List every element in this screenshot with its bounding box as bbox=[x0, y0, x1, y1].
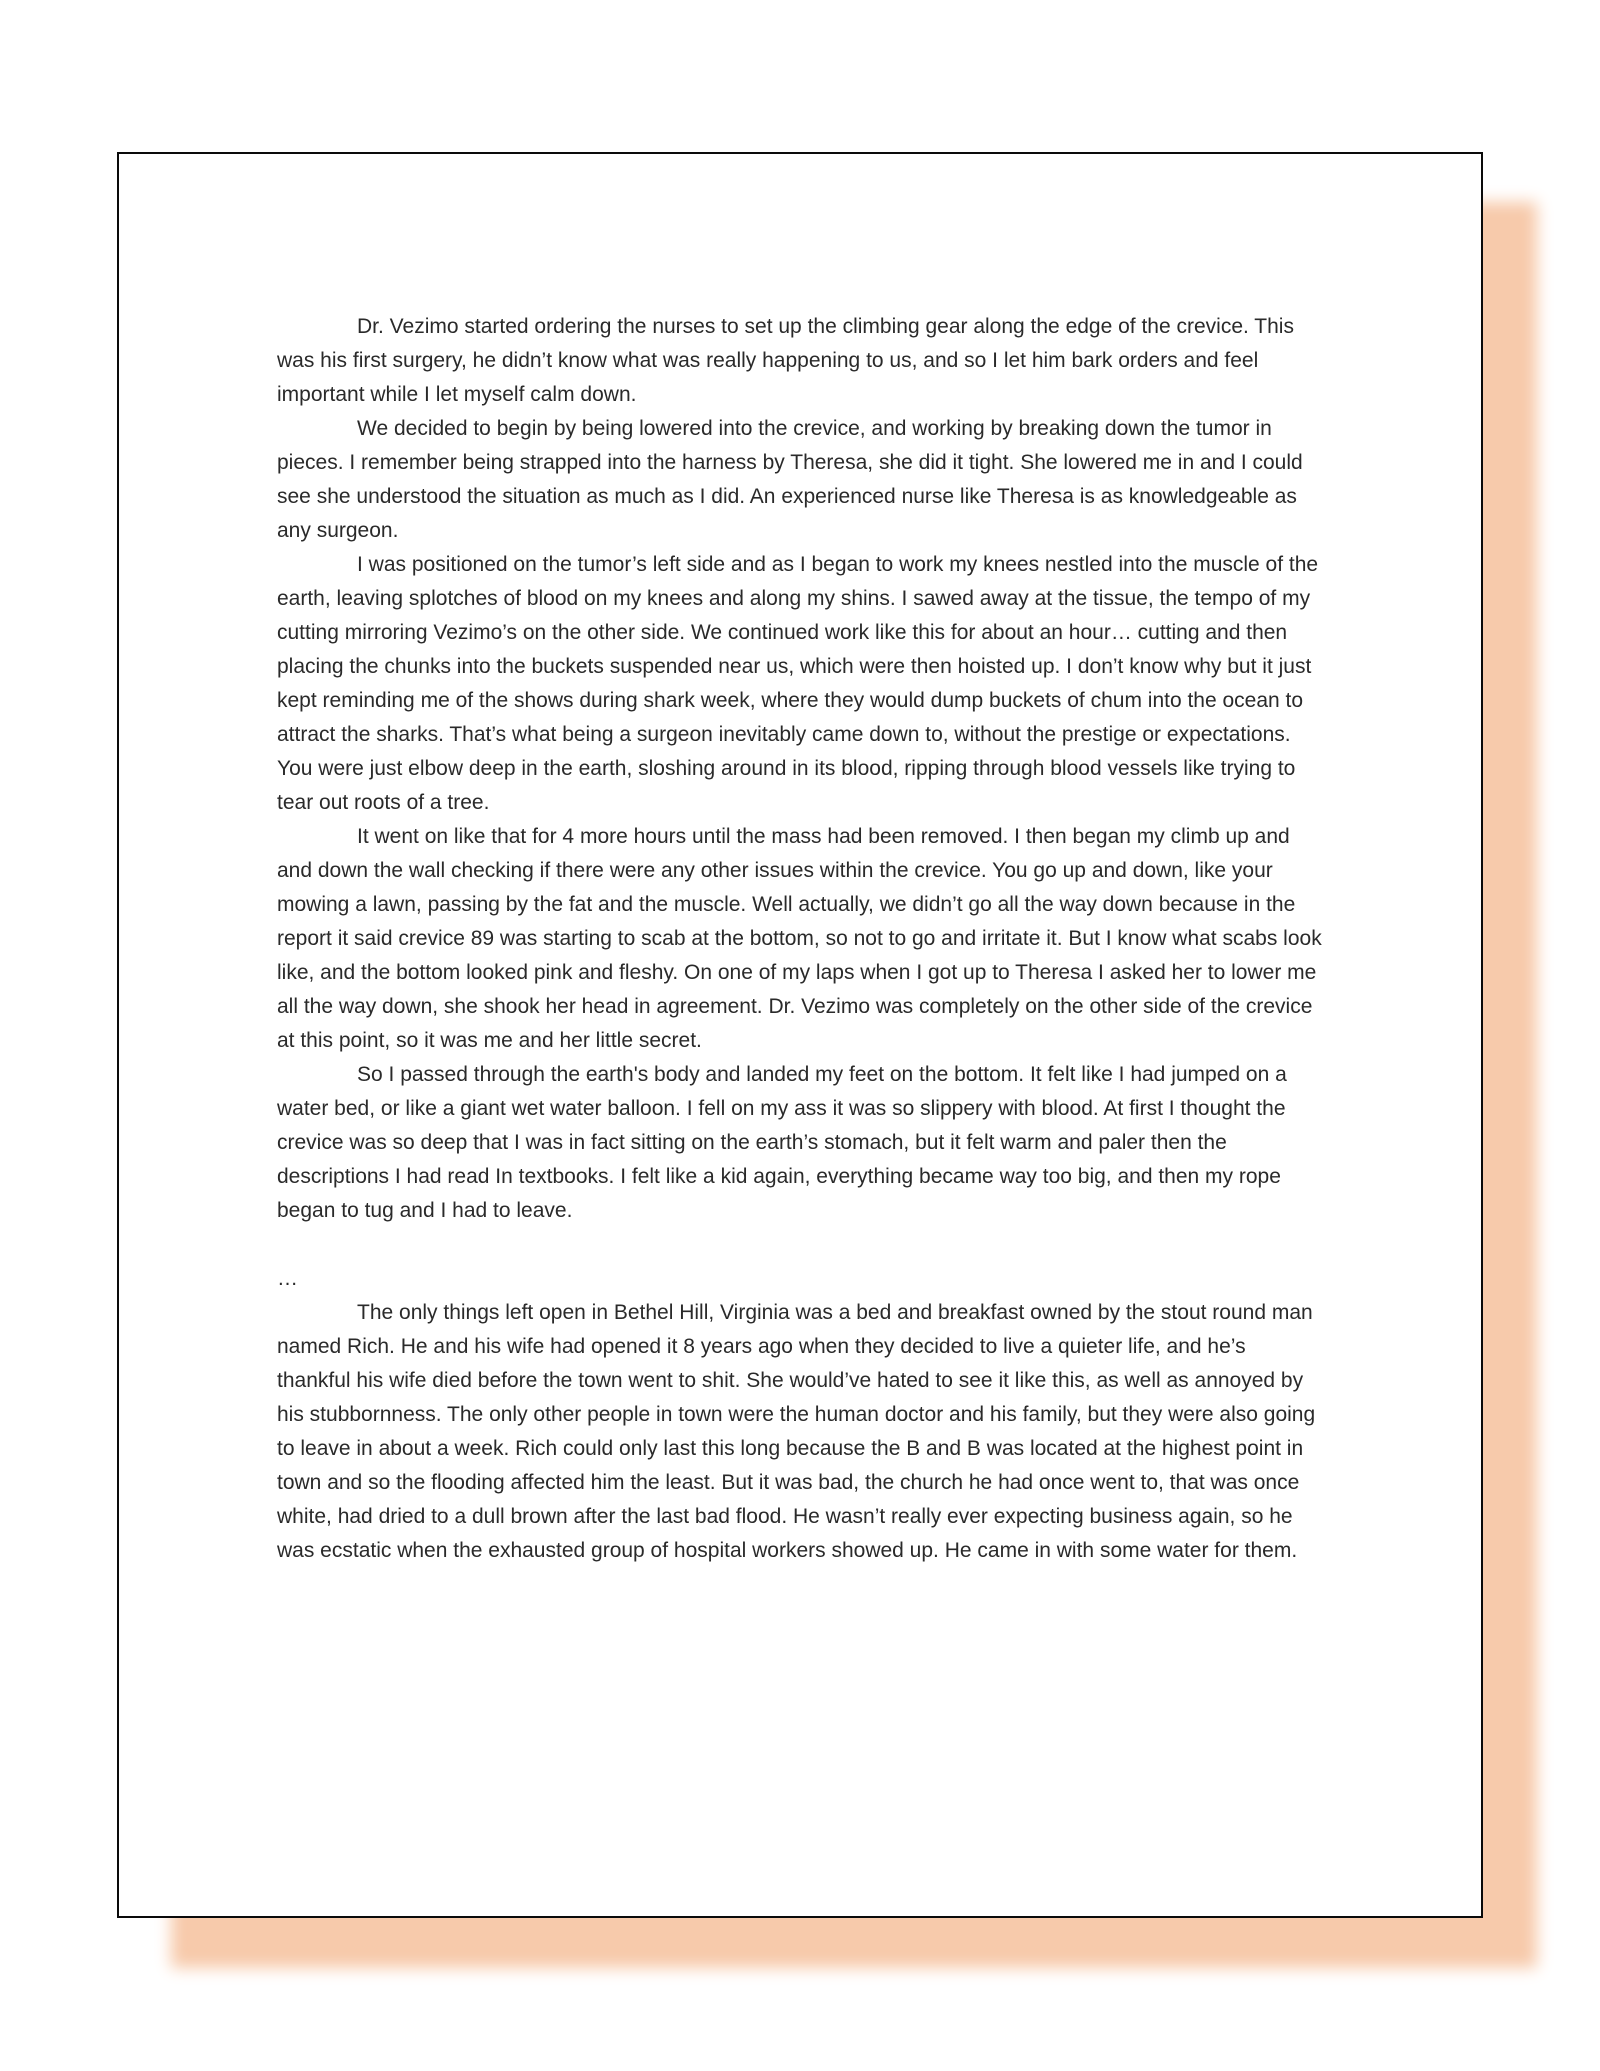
paragraph-four-more-hours: It went on like that for 4 more hours until the mass had been removed. I then began my climb up and and down the wall checking if there were any other issues within the crevice. You go up and down, like your mowing a lawn, passing by the fat and the muscle. Well actually, we didn’t go all the way down because in the report it said crevice 89 was starting to scab at the bottom, so not to go and irritate it. But I know what scabs look like, and the bottom looked pink and fleshy. On one of my laps when I got up to Theresa I asked her to lower me all the way down, she shook her head in agreement. Dr. Vezimo was completely on the other side of the crevice at this point, so it was me and her little secret. bbox=[277, 825, 1322, 1052]
paragraph-earths-body: So I passed through the earth's body and landed my feet on the bottom. It felt like I had jumped on a water bed, or like a giant wet water balloon. I fell on my ass it was so slippery with blood. At first I thought the crevice was so deep that I was in fact sitting on the earth’s stomach, but it felt warm and paler then the descriptions I had read In textbooks. I felt like a kid again, everything became way too big, and then my rope began to tug and I had to leave. bbox=[277, 1063, 1287, 1222]
manuscript-text bbox=[277, 310, 1323, 1568]
paragraph-dr-vezimo-orders: Dr. Vezimo started ordering the nurses to set up the climbing gear along the edge of the crevice. This was his first surgery, he didn’t know what was really happening to us, and so I let him bark orders and feel important while I let myself calm down. bbox=[277, 315, 1294, 406]
paragraph-positioned-on-tumor: I was positioned on the tumor’s left side and as I began to work my knees nestled into the muscle of the earth, leaving splotches of blood on my knees and along my shins. I sawed away at the tissue, the tempo of my cutting mirroring Vezimo’s on the other side. We continued work like this for about an hour… cutting and then placing the chunks into the buckets suspended near us, which were then hoisted up. I don’t know why but it just kept reminding me of the shows during shark week, where they would dump buckets of chum into the ocean to attract the sharks. That’s what being a surgeon inevitably came down to, without the prestige or expectations. You were just elbow deep in the earth, sloshing around in its blood, ripping through blood vessels like trying to tear out roots of a tree. bbox=[277, 553, 1319, 814]
section-break-ellipsis: … bbox=[277, 1267, 298, 1290]
paragraph-lowered-into-crevice: We decided to begin by being lowered into the crevice, and working by breaking down the tumor in pieces. I remember being strapped into the harness by Theresa, she did it tight. She lowered me in and I could see she understood the situation as much as I did. An experienced nurse like Theresa is as knowledgeable as any surgeon. bbox=[277, 417, 1303, 542]
paragraph-bethel-hill: The only things left open in Bethel Hill, Virginia was a bed and breakfast owned by the stout round man named Rich. He and his wife had opened it 8 years ago when they decided to live a quieter life, and he’s thankful his wife died before the town went to shit. She would’ve hated to see it like this, as well as annoyed by his stubbornness. The only other people in town were the human doctor and his family, but they were also going to leave in about a week. Rich could only last this long because the B and B was located at the highest point in town and so the flooding affected him the least. But it was bad, the church he had once went to, that was once white, had dried to a dull brown after the last bad flood. He wasn’t really ever expecting business again, so he was ecstatic when the exhausted group of hospital workers showed up. He came in with some water for them. bbox=[277, 1301, 1316, 1562]
manuscript-page bbox=[117, 152, 1483, 1918]
